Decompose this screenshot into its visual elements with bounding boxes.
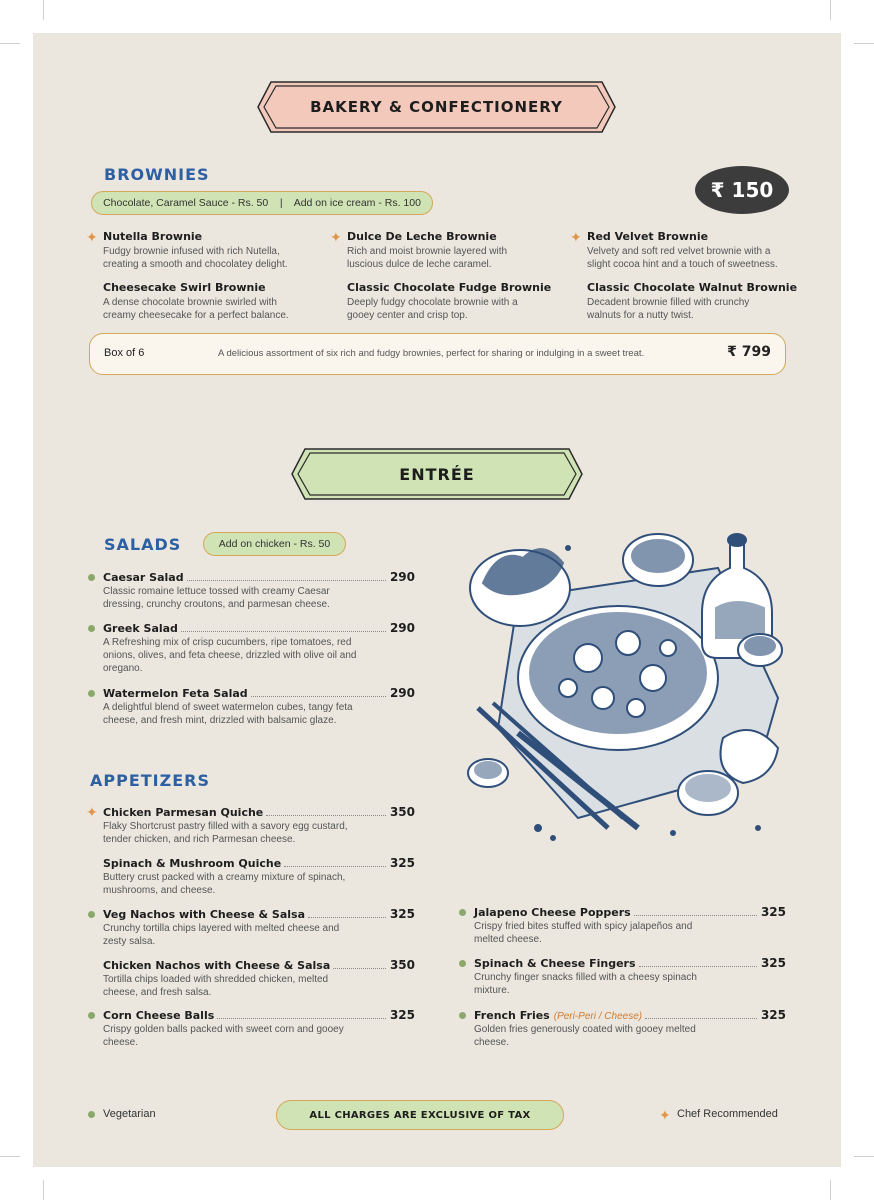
- bakery-title: BAKERY & CONFECTIONERY: [310, 98, 563, 116]
- veg-dot-icon: [88, 690, 95, 697]
- crop-mark: [830, 1180, 831, 1200]
- brownies-price-badge: ₹ 150: [695, 166, 789, 214]
- chef-star-icon: ✦: [86, 229, 98, 245]
- box-of-six: [89, 333, 786, 375]
- menu-item: [103, 1008, 415, 1049]
- item-price: 325: [389, 1008, 415, 1022]
- menu-item: [474, 905, 786, 946]
- brownie-name: Classic Chocolate Fudge Brownie: [347, 281, 552, 294]
- crop-mark: [830, 0, 831, 20]
- item-desc: Buttery crust packed with a creamy mixture of spinach, mushrooms, and cheese.: [103, 872, 346, 896]
- item-note: (Peri-Peri / Cheese): [553, 1011, 643, 1022]
- veg-dot-icon: [88, 1012, 95, 1019]
- veg-dot-icon: [88, 1111, 95, 1118]
- crop-mark: [854, 1156, 874, 1157]
- item-price: 290: [389, 686, 415, 700]
- veg-dot-icon: [459, 960, 466, 967]
- brownie-desc: Velvety and soft red velvet brownie with a slight cocoa hint and a touch of sweetness.: [587, 246, 778, 270]
- brownie-name: Dulce De Leche Brownie: [347, 230, 497, 243]
- brownie-item: [347, 281, 557, 322]
- crop-mark: [854, 43, 874, 44]
- item-name: Spinach & Mushroom Quiche: [103, 857, 282, 870]
- brownie-name: Cheesecake Swirl Brownie: [103, 281, 266, 294]
- menu-item: [103, 686, 415, 727]
- salads-addon-pill: Add on chicken - Rs. 50: [203, 532, 346, 556]
- brownie-desc: A dense chocolate brownie swirled with creamy cheesecake for a perfect balance.: [103, 297, 289, 321]
- item-desc: Golden fries generously coated with gooey melted cheese.: [474, 1024, 696, 1048]
- item-desc: Crunchy finger snacks filled with a cheesy spinach mixture.: [474, 972, 697, 996]
- item-price: 350: [389, 958, 415, 972]
- item-desc: A delightful blend of sweet watermelon cubes, tangy feta cheese, and fresh mint, drizzled with balsamic glaze.: [103, 702, 353, 726]
- menu-item: [474, 956, 786, 997]
- brownie-desc: Decadent brownie filled with crunchy walnuts for a nutty twist.: [587, 297, 750, 321]
- item-desc: Crunchy tortilla chips layered with melted cheese and zesty salsa.: [103, 923, 340, 947]
- crop-mark: [43, 1180, 44, 1200]
- menu-item: [103, 805, 415, 846]
- menu-item: [103, 907, 415, 948]
- crop-mark: [43, 0, 44, 20]
- item-price: 325: [760, 905, 786, 919]
- bakery-banner: [257, 81, 616, 133]
- entree-banner: [291, 448, 583, 500]
- item-price: 325: [760, 1008, 786, 1022]
- chef-recommended-legend: Chef Recommended: [677, 1108, 778, 1120]
- item-desc: Crispy golden balls packed with sweet corn and gooey cheese.: [103, 1024, 344, 1048]
- veg-dot-icon: [88, 625, 95, 632]
- box-label: Box of 6: [104, 347, 145, 359]
- brownie-desc: Deeply fudgy chocolate brownie with a gooey center and crisp top.: [347, 297, 518, 321]
- item-desc: Crispy fried bites stuffed with spicy jalapeños and melted cheese.: [474, 921, 693, 945]
- item-name: Caesar Salad: [103, 571, 184, 584]
- item-name: Spinach & Cheese Fingers: [474, 957, 636, 970]
- item-price: 325: [389, 856, 415, 870]
- item-desc: A Refreshing mix of crisp cucumbers, ripe tomatoes, red onions, olives, and feta cheese, drizzled with olive oil and oregano.: [103, 637, 357, 674]
- veg-dot-icon: [459, 1012, 466, 1019]
- item-price: 350: [389, 805, 415, 819]
- menu-item: [103, 570, 415, 611]
- veg-dot-icon: [88, 574, 95, 581]
- item-price: 325: [760, 956, 786, 970]
- brownies-addons-pill: Chocolate, Caramel Sauce - Rs. 50 | Add on ice cream - Rs. 100: [91, 191, 433, 215]
- item-desc: Classic romaine lettuce tossed with creamy Caesar dressing, crunchy croutons, and parmesan cheese.: [103, 586, 330, 610]
- crop-mark: [0, 43, 20, 44]
- brownie-name: Classic Chocolate Walnut Brownie: [587, 281, 798, 294]
- tax-note: ALL CHARGES ARE EXCLUSIVE OF TAX: [276, 1100, 564, 1130]
- brownie-item: [103, 230, 313, 271]
- item-desc: Tortilla chips loaded with shredded chicken, melted cheese, and fresh salsa.: [103, 974, 329, 998]
- vegetarian-legend: Vegetarian: [103, 1108, 156, 1120]
- box-price: ₹ 799: [727, 344, 771, 360]
- box-desc: A delicious assortment of six rich and fudgy brownies, perfect for sharing or indulging in a sweet treat.: [218, 348, 645, 359]
- salads-title: SALADS: [104, 535, 182, 554]
- item-price: 290: [389, 621, 415, 635]
- item-price: 290: [389, 570, 415, 584]
- item-name: Watermelon Feta Salad: [103, 687, 248, 700]
- chef-star-icon: ✦: [330, 229, 342, 245]
- brownie-name: Nutella Brownie: [103, 230, 203, 243]
- brownie-desc: Fudgy brownie infused with rich Nutella, creating a smooth and chocolatey delight.: [103, 246, 288, 270]
- item-desc: Flaky Shortcrust pastry filled with a savory egg custard, tender chicken, and rich Parmesan cheese.: [103, 821, 348, 845]
- brownie-name: Red Velvet Brownie: [587, 230, 709, 243]
- veg-dot-icon: [459, 909, 466, 916]
- item-name: Chicken Parmesan Quiche: [103, 806, 264, 819]
- brownie-item: [347, 230, 557, 271]
- item-name: French Fries: [474, 1009, 550, 1022]
- brownie-desc: Rich and moist brownie layered with luscious dulce de leche caramel.: [347, 246, 508, 270]
- brownie-item: [103, 281, 313, 322]
- brownie-item: [587, 230, 797, 271]
- item-name: Greek Salad: [103, 622, 178, 635]
- chef-star-icon: ✦: [86, 804, 98, 820]
- chef-star-icon: ✦: [659, 1107, 671, 1123]
- item-name: Jalapeno Cheese Poppers: [474, 906, 631, 919]
- brownie-item: [587, 281, 797, 322]
- veg-dot-icon: [88, 911, 95, 918]
- item-price: 325: [389, 907, 415, 921]
- menu-item: [474, 1008, 786, 1049]
- item-name: Corn Cheese Balls: [103, 1009, 215, 1022]
- salad-illustration: [458, 528, 788, 853]
- item-name: Veg Nachos with Cheese & Salsa: [103, 908, 306, 921]
- chef-star-icon: ✦: [570, 229, 582, 245]
- appetizers-title: APPETIZERS: [90, 771, 211, 790]
- menu-item: [103, 856, 415, 897]
- brownies-title: BROWNIES: [104, 165, 210, 184]
- menu-item: [103, 958, 415, 999]
- entree-title: ENTRÉE: [399, 464, 475, 484]
- menu-item: [103, 621, 415, 675]
- item-name: Chicken Nachos with Cheese & Salsa: [103, 959, 331, 972]
- crop-mark: [0, 1156, 20, 1157]
